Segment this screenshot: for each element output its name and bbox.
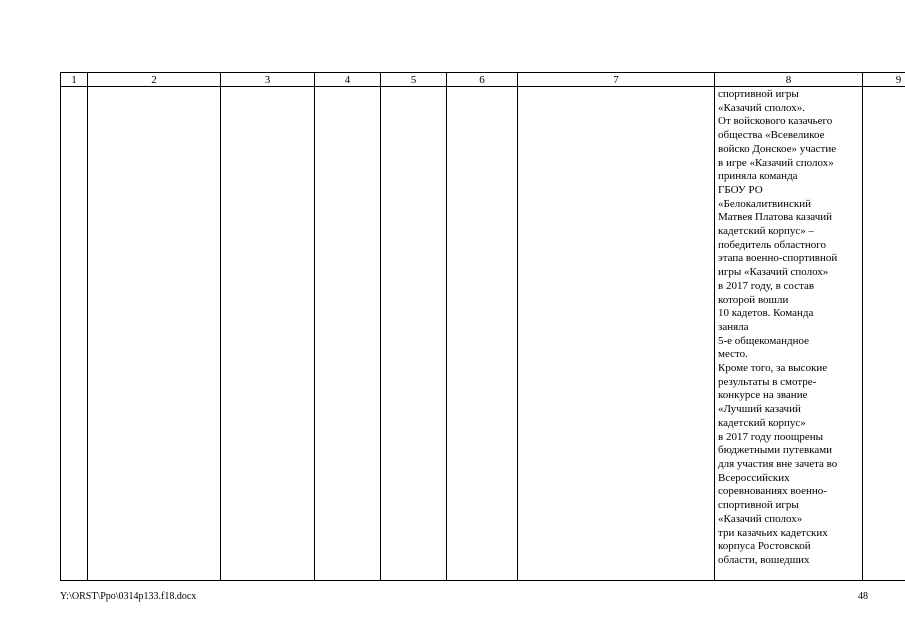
text-line: в игре «Казачий сполох» (718, 156, 834, 169)
table-cell-col8 (715, 87, 863, 581)
table-cell-col1 (61, 87, 88, 581)
text-line: этапа военно-спортивной (718, 252, 838, 265)
table-cell-col6 (447, 87, 518, 581)
column-header-2: 2 (88, 73, 221, 87)
text-line: конкурсе на звание (718, 389, 808, 402)
text-line: соревнованиях военно- (718, 485, 827, 498)
table-cell-col3 (221, 87, 315, 581)
text-line: корпуса Ростовской (718, 540, 811, 553)
text-line: в 2017 году, в состав (718, 279, 815, 292)
table-row (61, 87, 905, 581)
table-cell-col2 (88, 87, 221, 581)
column-header-3: 3 (221, 73, 315, 87)
column-header-1: 1 (61, 73, 88, 87)
table-cell-col7 (518, 87, 715, 581)
text-line: ГБОУ РО (718, 183, 763, 196)
page-number: 48 (858, 591, 868, 602)
text-line: войско Донское» участие (718, 142, 837, 155)
table-cell-col4 (315, 87, 381, 581)
text-line: От войскового казачьего (718, 115, 833, 128)
text-line: 5-е общекомандное (718, 334, 809, 347)
table-cell-col9 (863, 87, 905, 581)
text-line: место. (718, 348, 748, 361)
text-line: в 2017 году поощрены (718, 430, 823, 443)
text-line: «Лучший казачий (718, 403, 801, 416)
column8-text (715, 87, 862, 580)
text-line: Всероссийских (718, 471, 790, 484)
text-line: «Белокалитвинский (718, 197, 811, 210)
column-header-7: 7 (518, 73, 715, 87)
column-header-9: 9 (863, 73, 905, 87)
text-line: победитель областного (718, 238, 827, 251)
table-cell-col5 (381, 87, 447, 581)
text-line: результаты в смотре- (718, 375, 817, 388)
text-line: для участия вне зачета во (718, 457, 838, 470)
text-line: спортивной игры (718, 499, 799, 512)
text-line: кадетский корпус» (718, 416, 806, 429)
column-header-4: 4 (315, 73, 381, 87)
text-line: заняла (718, 320, 749, 333)
text-line: приняла команда (718, 170, 798, 183)
text-line: 10 кадетов. Команда (718, 307, 814, 320)
column-header-5: 5 (381, 73, 447, 87)
text-line: «Казачий сполох» (718, 512, 803, 525)
text-line: Матвея Платова казачий (718, 211, 833, 224)
document-table (60, 72, 905, 581)
table-header-row (61, 73, 905, 87)
text-line: кадетский корпус» – (718, 225, 815, 238)
text-line: общества «Всевеликое (718, 129, 825, 142)
text-line: три казачьих кадетских (718, 526, 828, 539)
text-line: области, вошедших (718, 553, 810, 566)
text-line: которой вошли (718, 293, 789, 306)
text-line: «Казачий сполох». (718, 101, 806, 114)
column-header-6: 6 (447, 73, 518, 87)
text-line: Кроме того, за высокие (718, 362, 828, 375)
text-line: спортивной игры (718, 88, 799, 100)
column-header-8: 8 (715, 73, 863, 87)
text-line: игры «Казачий сполох» (718, 266, 829, 279)
footer-file-path: Y:\ORST\Ppo\0314p133.f18.docx (60, 591, 197, 602)
text-line: бюджетными путевками (718, 444, 833, 457)
